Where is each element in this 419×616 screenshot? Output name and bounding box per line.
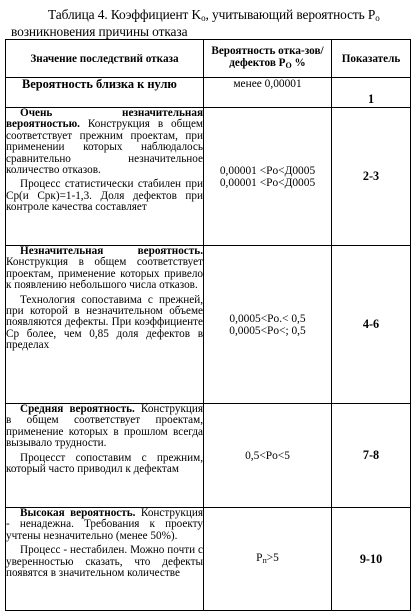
caption-prefix: Таблица 4. Коэффициент K bbox=[48, 7, 202, 22]
probability-value: 0,00001 <Po<Д0005 bbox=[219, 164, 316, 177]
rating-value: 9-10 bbox=[359, 551, 383, 566]
consequence-cell bbox=[6, 246, 204, 404]
probability-cell bbox=[204, 108, 332, 246]
consequence-description: Конструкция в общем соответствует прежним проектам, при применении которых наблюдалось сравнительно незначительное количество отказов. bbox=[6, 118, 203, 177]
consequence-description: Конструкция в общем соответствует проектам, применение которых в прошлом всегда вызывало трудности. bbox=[6, 403, 203, 450]
header-failure-probability bbox=[204, 40, 332, 78]
rating-value: 1 bbox=[367, 92, 375, 106]
rating-value: 7-8 bbox=[362, 448, 380, 462]
probability-symbol: P bbox=[256, 551, 263, 564]
rating-cell bbox=[332, 108, 411, 246]
rating-cell bbox=[332, 246, 411, 404]
header-probability-subscript: O bbox=[285, 61, 292, 70]
header-consequence-value: Значение последствий отказа bbox=[6, 40, 204, 78]
header-probability-suffix: % bbox=[291, 57, 306, 69]
consequence-paragraph-2: Процесс статистически стабилен при Ср(и Срк)=1-1,3. Доля дефектов при контроле качества составляет bbox=[6, 178, 203, 214]
table-row bbox=[6, 78, 411, 108]
caption-prefix-subscript: o bbox=[201, 13, 206, 23]
consequence-paragraph-2: Процесст сопоставим с прежним, который часто приводил к дефектам bbox=[6, 451, 203, 476]
consequence-lead: Незначительная вероятность. bbox=[20, 245, 203, 257]
table-row bbox=[6, 246, 411, 404]
consequence-lead: Вероятность близка к нулю bbox=[22, 77, 177, 91]
consequence-lead: Очень незначительная вероятностью. bbox=[6, 107, 203, 131]
table-row bbox=[6, 508, 411, 611]
consequence-cell bbox=[6, 78, 204, 108]
rating-value: 4-6 bbox=[362, 317, 380, 331]
rating-cell bbox=[332, 404, 411, 508]
consequence-cell bbox=[6, 108, 204, 246]
consequence-description: Конструкция в общем соответствует проектам, применение которых привело к появлению небольшого числа отказов. bbox=[6, 256, 203, 292]
consequence-lead: Средняя вероятность. bbox=[20, 403, 135, 415]
probability-table bbox=[5, 39, 411, 611]
probability-symbol-subscript: п bbox=[262, 555, 267, 565]
consequence-description: Конструкция - ненадежна. Требования к проекту учтены незначительно (менее 50%). bbox=[6, 507, 203, 542]
table-header-row bbox=[6, 40, 411, 78]
probability-cell bbox=[204, 508, 332, 611]
consequence-lead: Высокая вероятность. bbox=[20, 507, 136, 519]
consequence-paragraph-2: Процесс - нестабилен. Можно почти с уверенностью сказать, что дефекты появятся в значительном количестве bbox=[6, 544, 203, 580]
caption-suffix: возникновения причины отказа bbox=[11, 24, 188, 39]
table-caption bbox=[11, 8, 411, 39]
probability-value: менее 0,00001 bbox=[233, 78, 302, 90]
table-row bbox=[6, 108, 411, 246]
caption-middle: , учитывающий вероятность P bbox=[205, 7, 376, 22]
rating-cell bbox=[332, 78, 411, 108]
consequence-cell bbox=[6, 404, 204, 508]
probability-value-2: 0,00001 <Po<Д0005 bbox=[219, 176, 316, 189]
header-rating: Показатель bbox=[332, 40, 411, 78]
caption-middle-subscript: o bbox=[375, 13, 380, 23]
probability-cell bbox=[204, 404, 332, 508]
table-row bbox=[6, 404, 411, 508]
rating-value: 2-3 bbox=[362, 169, 380, 183]
probability-cell bbox=[204, 246, 332, 404]
probability-value-2: 0,0005<Po<; 0,5 bbox=[229, 324, 306, 337]
probability-value: 0,0005<Po.< 0,5 bbox=[229, 312, 306, 325]
probability-threshold: >5 bbox=[266, 551, 279, 564]
consequence-paragraph-2: Технология сопоставима с прежней, при которой в незначительном объеме появляются дефекты. При коэффициенте Ср более, чем 0,85 доля дефектов в пределах bbox=[6, 293, 203, 352]
rating-cell bbox=[332, 508, 411, 611]
header-probability-main: Вероятность отка-зов/ дефектов P bbox=[211, 45, 324, 69]
consequence-cell bbox=[6, 508, 204, 611]
probability-value bbox=[204, 552, 331, 567]
probability-value: 0,5<Po<5 bbox=[245, 449, 290, 462]
probability-cell bbox=[204, 78, 332, 108]
